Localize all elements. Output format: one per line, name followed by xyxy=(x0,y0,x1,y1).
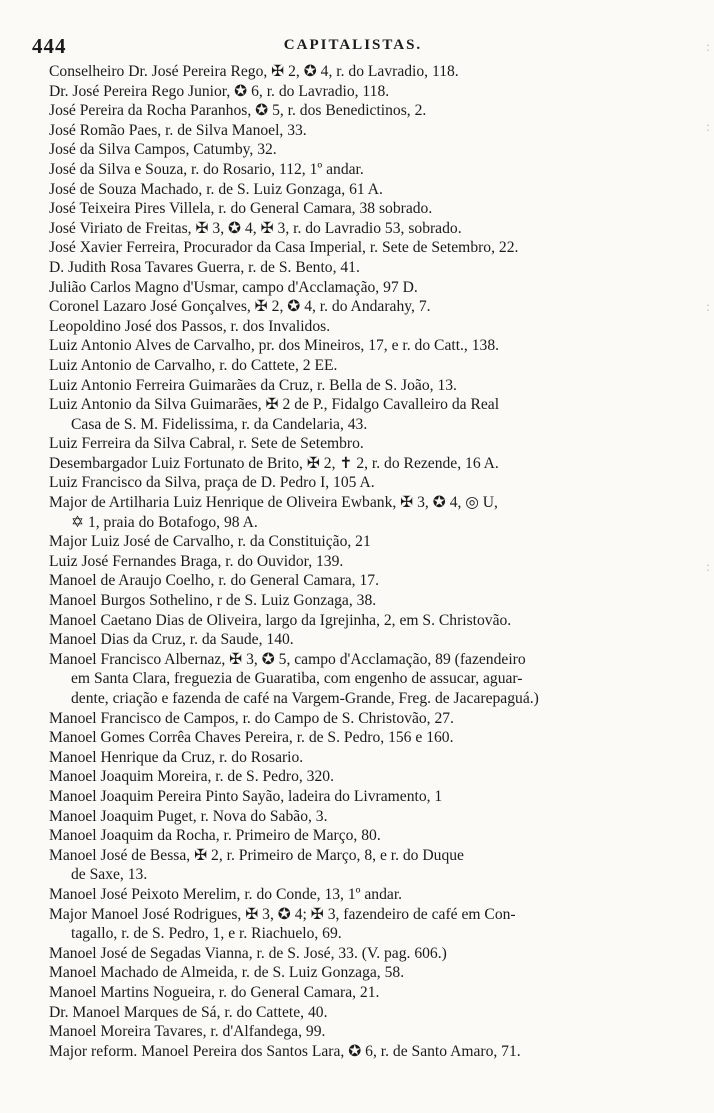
entry-line: em Santa Clara, freguezia de Guaratiba, com engenho de assucar, aguar- xyxy=(71,670,523,688)
directory-entry: Leopoldino José dos Passos, r. dos Invalidos. xyxy=(49,317,331,335)
directory-entry: Manoel Joaquim Pereira Pinto Sayão, ladeira do Livramento, 1 xyxy=(49,787,443,805)
directory-entry: Manoel Moreira Tavares, r. d'Alfandega, 99. xyxy=(49,1023,326,1041)
directory-entry: Major Luiz José de Carvalho, r. da Constituição, 21 xyxy=(49,533,371,551)
directory-entry: Manoel Dias da Cruz, r. da Saude, 140. xyxy=(49,631,294,649)
directory-entry xyxy=(49,493,692,532)
directory-entry: Manoel Joaquim Puget, r. Nova do Sabão, 3. xyxy=(49,807,328,825)
entry-line: de Saxe, 13. xyxy=(71,866,148,884)
entry-line: ✡ 1, praia do Botafogo, 98 A. xyxy=(71,513,258,531)
directory-entry: Manoel Machado de Almeida, r. de S. Luiz Gonzaga, 58. xyxy=(49,964,405,982)
entry-line: Casa de S. M. Fidelissima, r. da Candelaria, 43. xyxy=(71,415,368,433)
directory-entry: Coronel Lazaro José Gonçalves, ✠ 2, ✪ 4, r. do Andarahy, 7. xyxy=(49,298,431,316)
running-head: CAPITALISTAS. xyxy=(283,37,423,53)
directory-entry: Major reform. Manoel Pereira dos Santos Lara, ✪ 6, r. de Santo Amaro, 71. xyxy=(49,1042,521,1060)
directory-entry: Luiz Antonio Ferreira Guimarães da Cruz, r. Bella de S. João, 13. xyxy=(49,376,457,394)
directory-entry: Luiz José Fernandes Braga, r. do Ouvidor, 139. xyxy=(49,552,344,570)
directory-entry xyxy=(49,905,692,944)
directory-entry: Dr. Manoel Marques de Sá, r. do Cattete, 40. xyxy=(49,1003,328,1021)
directory-entry: Manoel Henrique da Cruz, r. do Rosario. xyxy=(49,748,304,766)
directory-entry: Luiz Antonio de Carvalho, r. do Cattete, 2 EE. xyxy=(49,356,338,374)
page-number: 444 xyxy=(32,34,67,58)
page-header xyxy=(32,34,674,58)
entry-line: tagallo, r. de S. Pedro, 1, e r. Riachuelo, 69. xyxy=(71,925,342,943)
directory-entry: Manoel Martins Nogueira, r. do General Camara, 21. xyxy=(49,983,380,1001)
directory-entry: Manoel de Araujo Coelho, r. do General Camara, 17. xyxy=(49,572,379,590)
entry-line: Major Manoel José Rodrigues, ✠ 3, ✪ 4; ✠ 3, fazendeiro de café em Con- xyxy=(49,905,516,923)
directory-entry: Luiz Ferreira da Silva Cabral, r. Sete de Setembro. xyxy=(49,435,364,453)
margin-dot: : xyxy=(706,300,710,315)
directory-entry: Manoel José de Segadas Vianna, r. de S. José, 33. (V. pag. 606.) xyxy=(49,944,447,962)
directory-entry: Manoel Caetano Dias de Oliveira, largo da Igrejinha, 2, em S. Christovão. xyxy=(49,611,512,629)
directory-entry: Manoel Joaquim Moreira, r. de S. Pedro, 320. xyxy=(49,768,334,786)
directory-entry xyxy=(49,395,692,434)
directory-entry: Luiz Francisco da Silva, praça de D. Pedro I, 105 A. xyxy=(49,474,375,492)
entry-line: Luiz Antonio da Silva Guimarães, ✠ 2 de P., Fidalgo Cavalleiro da Real xyxy=(49,396,500,414)
entry-line: dente, criação e fazenda de café na Vargem-Grande, Freg. de Jacarepaguá.) xyxy=(71,690,539,707)
directory-entry: Manoel Burgos Sothelino, r de S. Luiz Gonzaga, 38. xyxy=(49,592,377,610)
directory-entry: Dr. José Pereira Rego Junior, ✪ 6, r. do Lavradio, 118. xyxy=(49,82,390,100)
directory-entry: José da Silva e Souza, r. do Rosario, 112, 1º andar. xyxy=(49,160,364,178)
entry-line: Manoel José de Bessa, ✠ 2, r. Primeiro de Março, 8, e r. do Duque xyxy=(49,846,464,864)
directory-entry: José Romão Paes, r. de Silva Manoel, 33. xyxy=(49,121,307,139)
directory-entry: José Teixeira Pires Villela, r. do General Camara, 38 sobrado. xyxy=(49,200,433,218)
directory-entry: Luiz Antonio Alves de Carvalho, pr. dos Mineiros, 17, e r. do Catt., 138. xyxy=(49,337,500,355)
directory-entry: José da Silva Campos, Catumby, 32. xyxy=(49,141,277,159)
directory-entry: Conselheiro Dr. José Pereira Rego, ✠ 2, ✪ 4, r. do Lavradio, 118. xyxy=(49,63,459,80)
directory-entry: D. Judith Rosa Tavares Guerra, r. de S. Bento, 41. xyxy=(49,258,360,276)
directory-entry: José de Souza Machado, r. de S. Luiz Gonzaga, 61 A. xyxy=(49,180,383,198)
directory-entry xyxy=(49,650,692,709)
entry-line: Major de Artilharia Luiz Henrique de Oliveira Ewbank, ✠ 3, ✪ 4, ◎ U, xyxy=(49,494,498,512)
directory-entry: José Viriato de Freitas, ✠ 3, ✪ 4, ✠ 3, r. do Lavradio 53, sobrado. xyxy=(49,219,462,237)
entry-line: Manoel Francisco Albernaz, ✠ 3, ✪ 5, campo d'Acclamação, 89 (fazendeiro xyxy=(49,650,526,668)
directory-entry xyxy=(49,846,692,885)
directory-entry: Manoel Francisco de Campos, r. do Campo de S. Christovão, 27. xyxy=(49,709,454,727)
directory-entry: Manoel Gomes Corrêa Chaves Pereira, r. de S. Pedro, 156 e 160. xyxy=(49,729,454,747)
directory-entry: Manoel José Peixoto Merelim, r. do Conde, 13, 1º andar. xyxy=(49,885,403,903)
margin-dot: : xyxy=(706,120,710,135)
entry-list xyxy=(49,62,692,1061)
margin-dot: : xyxy=(706,560,710,575)
margin-marks xyxy=(692,0,714,1113)
directory-entry: José Pereira da Rocha Paranhos, ✪ 5, r. dos Benedictinos, 2. xyxy=(49,102,427,120)
directory-entry: José Xavier Ferreira, Procurador da Casa Imperial, r. Sete de Setembro, 22. xyxy=(49,239,519,257)
directory-entry: Julião Carlos Magno d'Usmar, campo d'Acclamação, 97 D. xyxy=(49,278,418,296)
margin-dot: : xyxy=(706,40,710,55)
directory-entry: Desembargador Luiz Fortunato de Brito, ✠ 2, ✝ 2, r. do Rezende, 16 A. xyxy=(49,454,499,472)
directory-entry: Manoel Joaquim da Rocha, r. Primeiro de Março, 80. xyxy=(49,827,381,845)
